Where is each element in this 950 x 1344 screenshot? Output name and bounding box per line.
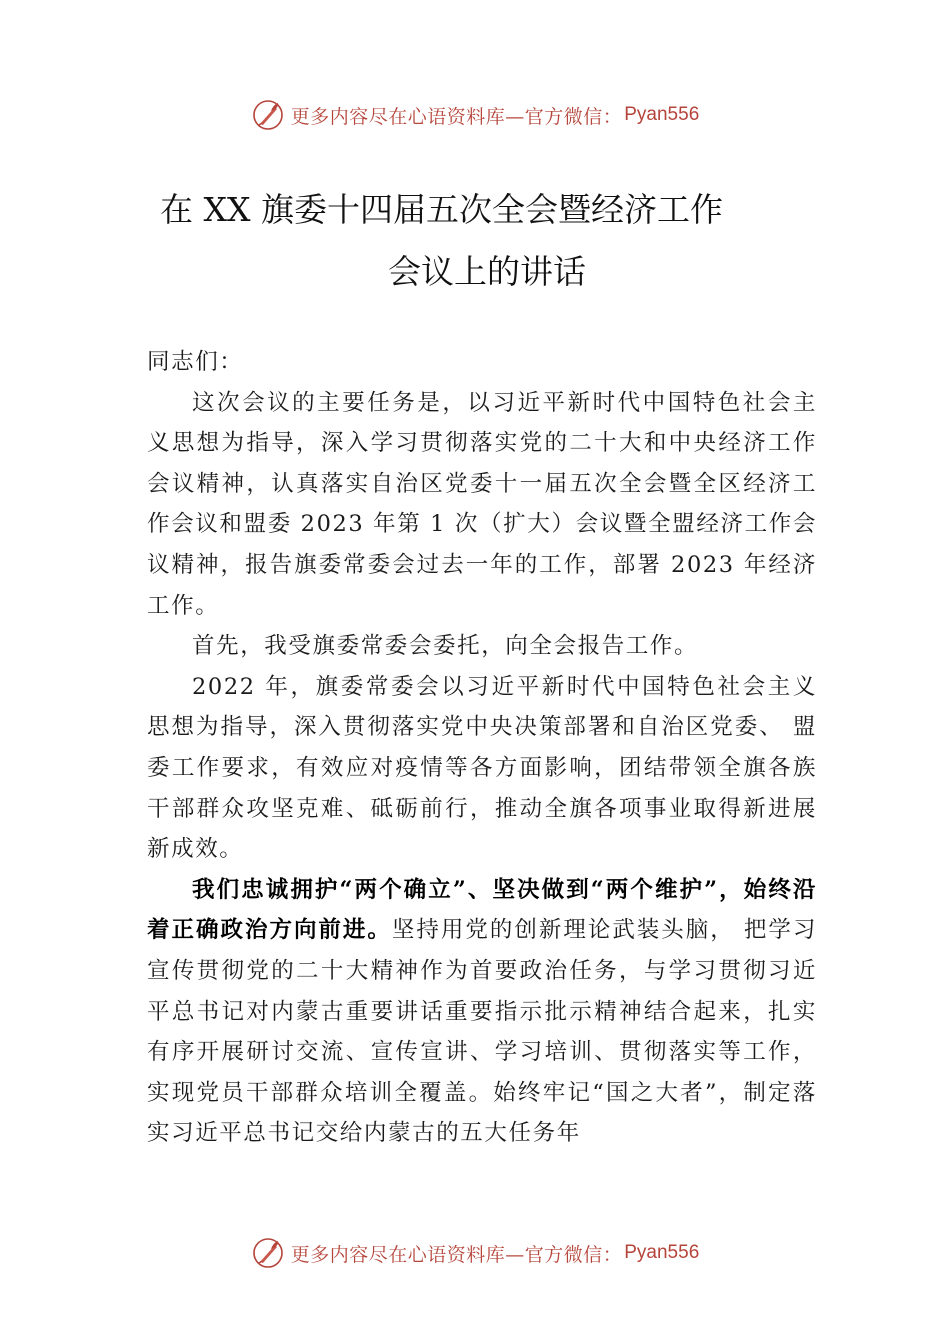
document-title-line-2: 会议上的讲话: [388, 252, 586, 291]
quill-pen-logo-icon: [251, 98, 285, 132]
paragraph-4: [147, 870, 817, 1154]
document-title-line-1: 在 XX 旗委十四届五次全会暨经济工作: [160, 190, 723, 229]
paragraph-4-bold-lead: 我们忠诚拥护“两个确立”、坚决做到“两个维护”，始终沿着正确政治方向前进。: [147, 876, 817, 944]
banner-text: 更多内容尽在心语资料库—官方微信：: [290, 1243, 623, 1266]
document-body: [147, 342, 817, 1154]
header-watermark-banner: [0, 95, 950, 135]
paragraph-2: 首先，我受旗委常委会委托，向全会报告工作。: [192, 633, 699, 660]
banner-wechat-id: Pyan556: [624, 104, 700, 125]
banner-wechat-id: Pyan556: [624, 1242, 700, 1263]
quill-pen-logo-icon: [251, 1236, 285, 1270]
greeting: 同志们：: [147, 349, 244, 375]
paragraph-4-text: 坚持用党的创新理论武装头脑， 把学习宣传贯彻党的二十大精神作为首要政治任务，与学习贯彻习近平总书记对内蒙古重要讲话重要指示批示精神结合起来，扎实有序开展研讨交流、宣传宣讲、学习培训、贯彻落实等工作，实现党员干部群众培训全覆盖。始终牢记“国之大者”，制定落实习近平总书记交给内蒙古的五大任务年: [147, 917, 817, 1147]
banner-text: 更多内容尽在心语资料库—官方微信：: [290, 105, 623, 128]
paragraph-1: 这次会议的主要任务是，以习近平新时代中国特色社会主义思想为指导，深入学习贯彻落实党的二十大和中央经济工作会议精神，认真落实自治区党委十一届五次全会暨全区经济工作会议和盟委 2023 年第 1 次（扩大）会议暨全盟经济工作会议精神，报告旗委常委会过去一年的工作，部署 2023 年经济工作。: [147, 389, 817, 619]
paragraph-3: 2022 年，旗委常委会以习近平新时代中国特色社会主义思想为指导，深入贯彻落实党中央决策部署和自治区党委、 盟委工作要求，有效应对疫情等各方面影响，团结带领全旗各族干部群众攻坚克难、砥砺前行，推动全旗各项事业取得新进展新成效。: [147, 673, 817, 863]
footer-watermark-banner: [0, 1233, 950, 1273]
